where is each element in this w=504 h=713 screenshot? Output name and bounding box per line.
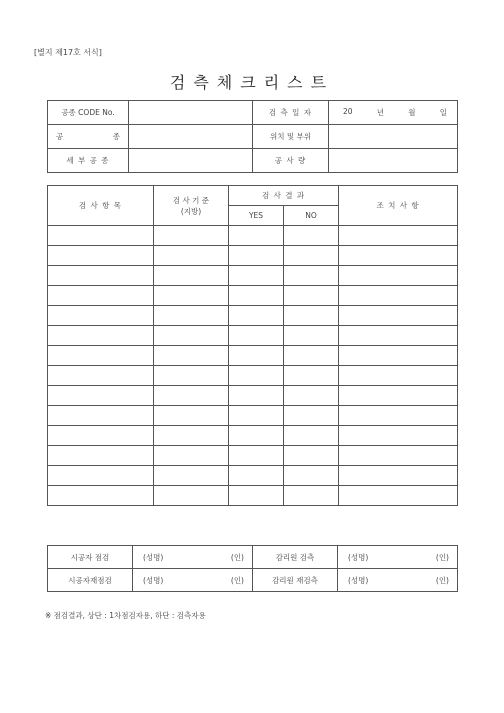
date-year-unit: 년 bbox=[376, 108, 385, 117]
item-cell[interactable] bbox=[48, 266, 154, 286]
action-cell[interactable] bbox=[339, 286, 458, 306]
checklist-table bbox=[47, 185, 458, 506]
contractor-check-label: 시공자 점검 bbox=[48, 546, 133, 569]
yes-cell[interactable] bbox=[229, 486, 284, 506]
yes-cell[interactable] bbox=[229, 346, 284, 366]
info-row bbox=[48, 149, 458, 173]
item-cell[interactable] bbox=[48, 406, 154, 426]
standard-cell[interactable] bbox=[154, 286, 229, 306]
date-year: 20 bbox=[343, 107, 353, 116]
item-cell[interactable] bbox=[48, 286, 154, 306]
work-type-label-part: 공 bbox=[56, 132, 64, 141]
col-yes-header: YES bbox=[229, 206, 284, 226]
name-placeholder: (성명) bbox=[348, 575, 369, 585]
col-result-header: 검 사 결 과 bbox=[229, 186, 339, 206]
inspection-date-field[interactable] bbox=[329, 101, 458, 125]
item-cell[interactable] bbox=[48, 326, 154, 346]
work-type-label-part: 종 bbox=[112, 132, 120, 141]
location-label: 위치 및 부위 bbox=[253, 125, 329, 149]
checklist-row bbox=[48, 226, 458, 246]
yes-cell[interactable] bbox=[229, 466, 284, 486]
col-item-header: 검 사 항 목 bbox=[48, 186, 154, 226]
col-standard-title: 검 사 기 준 bbox=[172, 195, 210, 205]
name-placeholder: (성명) bbox=[143, 552, 164, 562]
yes-cell[interactable] bbox=[229, 226, 284, 246]
checklist-row bbox=[48, 446, 458, 466]
item-cell[interactable] bbox=[48, 246, 154, 266]
checklist-row bbox=[48, 286, 458, 306]
item-cell[interactable] bbox=[48, 486, 154, 506]
item-cell[interactable] bbox=[48, 466, 154, 486]
standard-cell[interactable] bbox=[154, 246, 229, 266]
yes-cell[interactable] bbox=[229, 306, 284, 326]
signature-table bbox=[47, 545, 458, 592]
info-row bbox=[48, 125, 458, 149]
name-placeholder: (성명) bbox=[143, 575, 164, 585]
footnote: ※ 점검결과, 상단 : 1차점검자용, 하단 : 검측자용 bbox=[45, 611, 206, 620]
checklist-header-row bbox=[48, 186, 458, 206]
no-cell[interactable] bbox=[284, 286, 339, 306]
checklist-row bbox=[48, 346, 458, 366]
seal-placeholder: (인) bbox=[435, 575, 449, 585]
quantity-field[interactable] bbox=[329, 149, 458, 173]
action-cell[interactable] bbox=[339, 306, 458, 326]
contractor-recheck-label: 시공자재점검 bbox=[48, 569, 133, 592]
col-action-header: 조 치 사 항 bbox=[339, 186, 458, 226]
item-cell[interactable] bbox=[48, 306, 154, 326]
checklist-row bbox=[48, 306, 458, 326]
action-cell[interactable] bbox=[339, 346, 458, 366]
checklist-row bbox=[48, 266, 458, 286]
checklist-row bbox=[48, 426, 458, 446]
quantity-label: 공 사 량 bbox=[253, 149, 329, 173]
yes-cell[interactable] bbox=[229, 386, 284, 406]
supervisor-reinspection-signature-field[interactable] bbox=[338, 569, 458, 592]
yes-cell[interactable] bbox=[229, 246, 284, 266]
checklist-body bbox=[48, 226, 458, 506]
action-cell[interactable] bbox=[339, 426, 458, 446]
checklist-row bbox=[48, 366, 458, 386]
inspection-date-label: 검 측 일 자 bbox=[253, 101, 329, 125]
standard-cell[interactable] bbox=[154, 406, 229, 426]
no-cell[interactable] bbox=[284, 486, 339, 506]
no-cell[interactable] bbox=[284, 406, 339, 426]
yes-cell[interactable] bbox=[229, 286, 284, 306]
seal-placeholder: (인) bbox=[230, 552, 244, 562]
yes-cell[interactable] bbox=[229, 266, 284, 286]
col-no-header: NO bbox=[284, 206, 339, 226]
item-cell[interactable] bbox=[48, 426, 154, 446]
action-cell[interactable] bbox=[339, 226, 458, 246]
standard-cell[interactable] bbox=[154, 226, 229, 246]
detail-work-type-label: 세 부 공 종 bbox=[48, 149, 129, 173]
yes-cell[interactable] bbox=[229, 326, 284, 346]
standard-cell[interactable] bbox=[154, 306, 229, 326]
yes-cell[interactable] bbox=[229, 366, 284, 386]
checklist-row bbox=[48, 406, 458, 426]
item-cell[interactable] bbox=[48, 366, 154, 386]
item-cell[interactable] bbox=[48, 346, 154, 366]
item-cell[interactable] bbox=[48, 446, 154, 466]
work-type-field[interactable] bbox=[129, 125, 253, 149]
no-cell[interactable] bbox=[284, 346, 339, 366]
work-type-label bbox=[48, 125, 129, 149]
contractor-signature-field[interactable] bbox=[133, 546, 253, 569]
page-title: 검측체크리스트 bbox=[169, 73, 335, 92]
form-number: [별지 제17호 서식] bbox=[34, 48, 102, 57]
name-placeholder: (성명) bbox=[348, 552, 369, 562]
no-cell[interactable] bbox=[284, 266, 339, 286]
location-field[interactable] bbox=[329, 125, 458, 149]
yes-cell[interactable] bbox=[229, 426, 284, 446]
checklist-row bbox=[48, 326, 458, 346]
no-cell[interactable] bbox=[284, 226, 339, 246]
supervisor-signature-field[interactable] bbox=[338, 546, 458, 569]
item-cell[interactable] bbox=[48, 386, 154, 406]
supervisor-reinspection-label: 감리원 재검측 bbox=[253, 569, 338, 592]
action-cell[interactable] bbox=[339, 386, 458, 406]
no-cell[interactable] bbox=[284, 426, 339, 446]
standard-cell[interactable] bbox=[154, 446, 229, 466]
standard-cell[interactable] bbox=[154, 326, 229, 346]
col-standard-subtitle: (지방) bbox=[180, 206, 202, 216]
no-cell[interactable] bbox=[284, 446, 339, 466]
no-cell[interactable] bbox=[284, 366, 339, 386]
checklist-row bbox=[48, 486, 458, 506]
action-cell[interactable] bbox=[339, 446, 458, 466]
action-cell[interactable] bbox=[339, 246, 458, 266]
action-cell[interactable] bbox=[339, 266, 458, 286]
standard-cell[interactable] bbox=[154, 466, 229, 486]
date-month-unit: 월 bbox=[408, 108, 416, 117]
supervisor-inspection-label: 감리원 검측 bbox=[253, 546, 338, 569]
yes-cell[interactable] bbox=[229, 446, 284, 466]
code-no-field[interactable] bbox=[129, 101, 253, 125]
info-table bbox=[47, 100, 458, 173]
action-cell[interactable] bbox=[339, 406, 458, 426]
seal-placeholder: (인) bbox=[435, 552, 449, 562]
checklist-row bbox=[48, 386, 458, 406]
seal-placeholder: (인) bbox=[230, 575, 244, 585]
standard-cell[interactable] bbox=[154, 366, 229, 386]
action-cell[interactable] bbox=[339, 326, 458, 346]
standard-cell[interactable] bbox=[154, 346, 229, 366]
checklist-row bbox=[48, 466, 458, 486]
info-row bbox=[48, 101, 458, 125]
no-cell[interactable] bbox=[284, 466, 339, 486]
contractor-recheck-signature-field[interactable] bbox=[133, 569, 253, 592]
no-cell[interactable] bbox=[284, 306, 339, 326]
code-no-label: 공종 CODE No. bbox=[48, 101, 129, 125]
detail-work-type-field[interactable] bbox=[129, 149, 253, 173]
no-cell[interactable] bbox=[284, 326, 339, 346]
standard-cell[interactable] bbox=[154, 426, 229, 446]
standard-cell[interactable] bbox=[154, 386, 229, 406]
checklist-row bbox=[48, 246, 458, 266]
no-cell[interactable] bbox=[284, 386, 339, 406]
standard-cell[interactable] bbox=[154, 486, 229, 506]
action-cell[interactable] bbox=[339, 366, 458, 386]
no-cell[interactable] bbox=[284, 246, 339, 266]
col-standard-header bbox=[154, 186, 229, 226]
signature-row bbox=[48, 546, 458, 569]
standard-cell[interactable] bbox=[154, 266, 229, 286]
action-cell[interactable] bbox=[339, 466, 458, 486]
yes-cell[interactable] bbox=[229, 406, 284, 426]
date-day-unit: 일 bbox=[439, 108, 447, 117]
action-cell[interactable] bbox=[339, 486, 458, 506]
item-cell[interactable] bbox=[48, 226, 154, 246]
signature-row bbox=[48, 569, 458, 592]
